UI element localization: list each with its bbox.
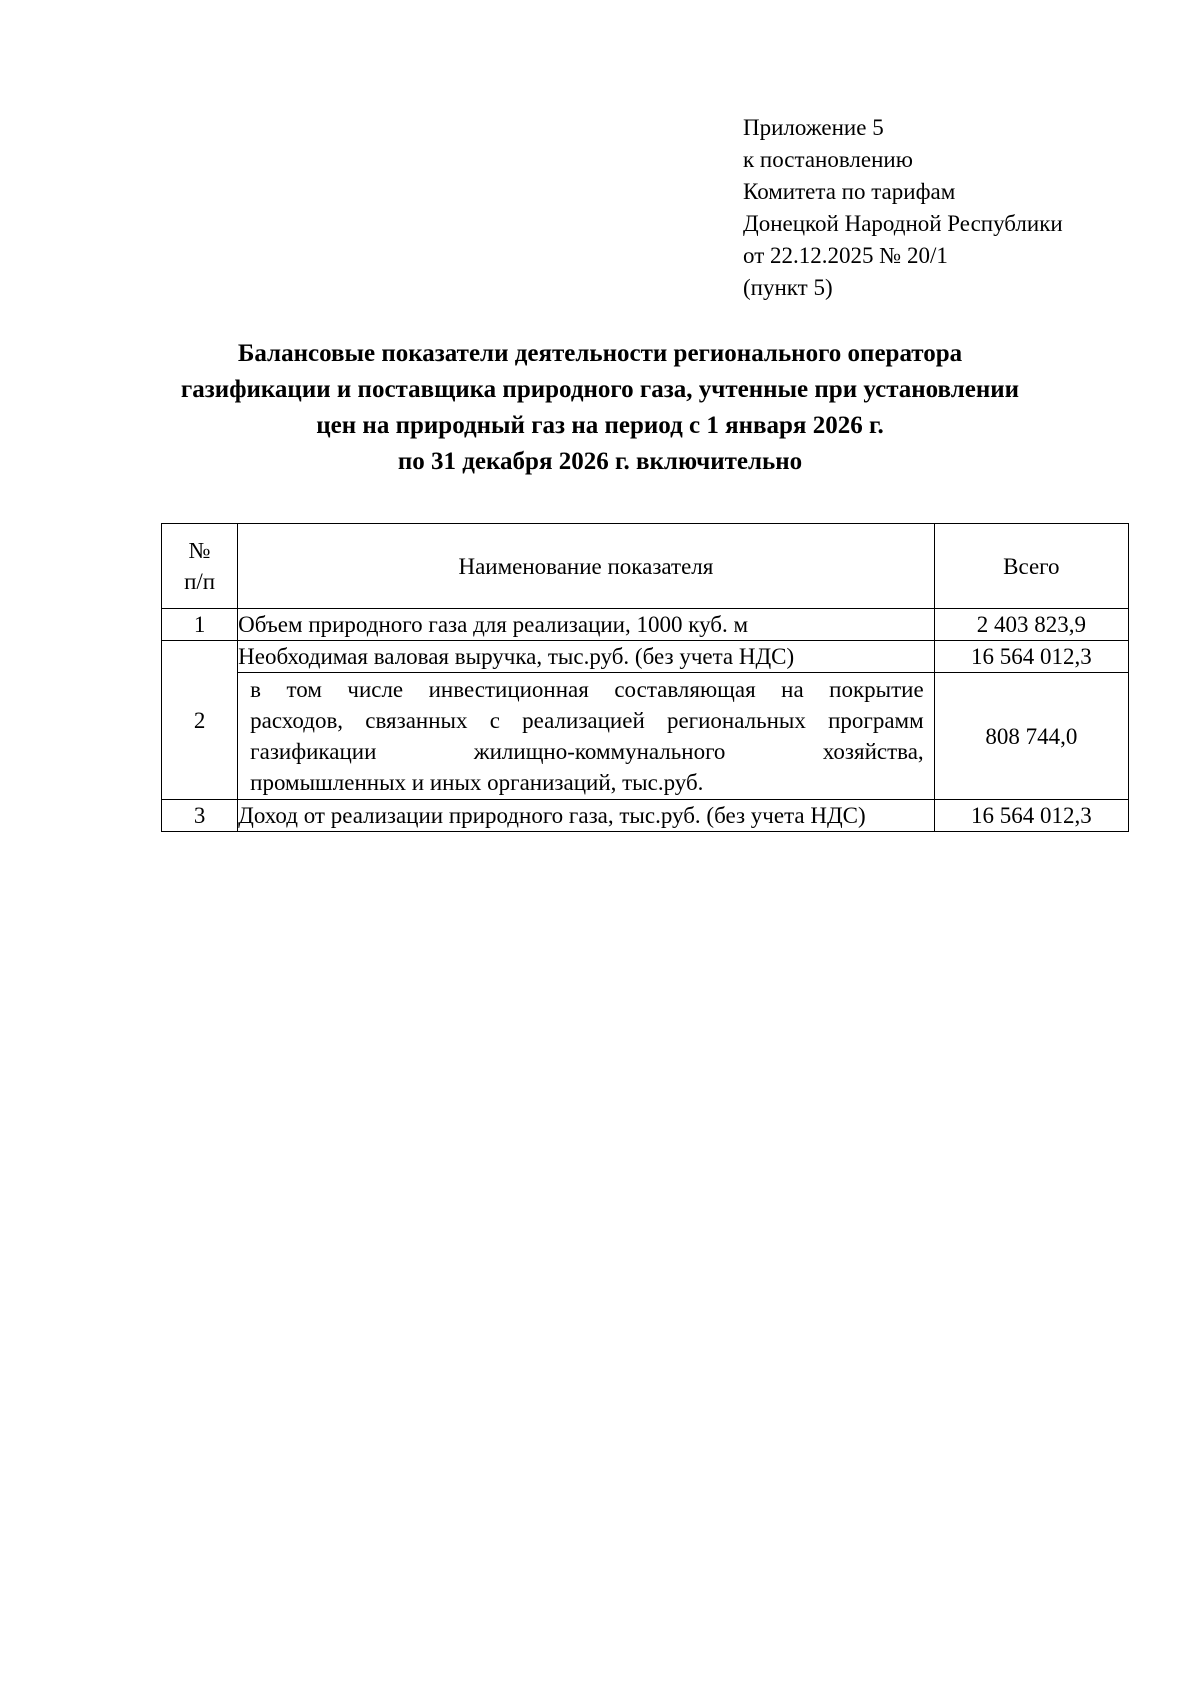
subrow-line: промышленных и иных организаций, тыс.руб. [250,770,704,795]
subrow-line: расходов, связанных с реализацией региональных программ [250,708,924,733]
row-num: 3 [162,800,238,832]
appendix-line: к постановлению [743,147,913,172]
subrow-line: газификации жилищно-коммунального хозяйства, [250,739,924,764]
appendix-header [743,112,1063,304]
table-row [162,800,1129,832]
row-total: 16 564 012,3 [934,800,1128,832]
document-title [140,336,1060,480]
row-name: Объем природного газа для реализации, 1000 куб. м [238,609,934,641]
row-num: 2 [162,641,238,800]
title-line: по 31 декабря 2026 г. включительно [397,448,803,475]
table-row [162,641,1129,673]
subrow-name [238,673,934,800]
header-num-label: п/п [184,569,216,594]
subrow-total: 808 744,0 [934,673,1128,800]
header-num-symbol: № [188,538,211,563]
header-num [162,524,238,609]
title-line: цен на природный газ на период с 1 января 2026 г. [316,412,884,439]
row-total: 16 564 012,3 [934,641,1128,673]
indicators-table [161,523,1129,832]
row-total: 2 403 823,9 [934,609,1128,641]
appendix-line: Комитета по тарифам [743,179,956,204]
table-subrow [162,673,1129,800]
header-total: Всего [934,524,1128,609]
row-name: Доход от реализации природного газа, тыс.руб. (без учета НДС) [238,800,934,832]
table-header-row [162,524,1129,609]
title-line: Балансовые показатели деятельности регионального оператора [237,340,963,367]
table-row [162,609,1129,641]
row-num: 1 [162,609,238,641]
title-line: газификации и поставщика природного газа, учтенные при установлении [180,376,1020,403]
header-name: Наименование показателя [238,524,934,609]
appendix-line: Приложение 5 [743,115,884,140]
appendix-line: (пункт 5) [743,275,833,300]
row-name: Необходимая валовая выручка, тыс.руб. (без учета НДС) [238,641,934,673]
appendix-line: от 22.12.2025 № 20/1 [743,243,948,268]
appendix-line: Донецкой Народной Республики [743,211,1063,236]
subrow-line: в том числе инвестиционная составляющая на покрытие [250,677,924,702]
